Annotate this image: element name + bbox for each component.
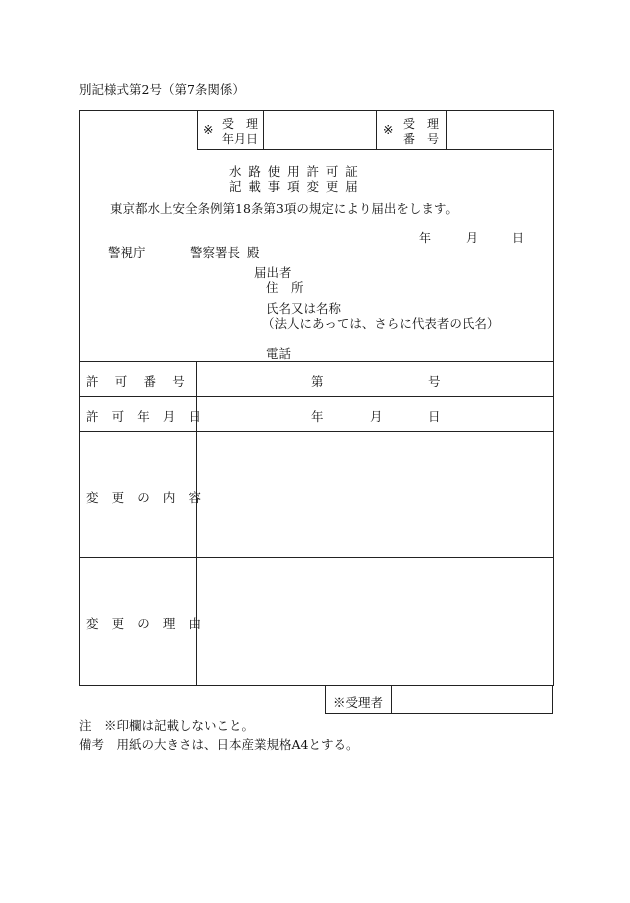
form-header: 別記様式第2号（第7条関係）	[79, 82, 245, 97]
receipt-number-mark: ※	[383, 122, 394, 137]
receipt-date-field[interactable]	[264, 111, 376, 149]
receipt-mark: ※	[203, 122, 214, 137]
receipt-date-label-line1: 受 理	[222, 117, 259, 131]
applicant-address-label: 住 所	[266, 280, 304, 295]
date-month: 月	[466, 231, 479, 245]
receipt-divider-1	[197, 110, 198, 150]
date-day: 日	[512, 231, 525, 245]
change-content-field[interactable]	[197, 432, 552, 557]
permit-date-field[interactable]	[197, 397, 552, 431]
note-text: 注 ※印欄は記載しないこと。	[79, 718, 255, 733]
receiver-field[interactable]	[392, 685, 551, 713]
receiver-label: ※受理者	[333, 695, 384, 710]
permit-number-suffix: 号	[428, 374, 441, 389]
permit-date-label: 許可年月日	[86, 409, 215, 424]
receipt-bottom-line	[197, 149, 552, 150]
title-line-1: 水路使用許可証	[229, 164, 365, 179]
intro-text: 東京都水上安全条例第18条第3項の規定により届出をします。	[110, 201, 458, 216]
receipt-number-label-line2: 番 号	[403, 132, 440, 146]
permit-number-prefix: 第	[311, 374, 324, 389]
permit-date-day: 日	[428, 409, 441, 424]
title-line-2: 記載事項変更届	[229, 179, 365, 194]
receipt-number-field[interactable]	[447, 111, 551, 149]
permit-number-label: 許可番号	[86, 374, 202, 389]
applicant-name-label: 氏名又は名称	[266, 301, 342, 316]
addressee-agency: 警視庁	[108, 245, 146, 260]
applicant-phone-label: 電話	[266, 346, 292, 361]
change-content-label: 変更の内容	[86, 490, 215, 505]
change-reason-field[interactable]	[197, 558, 552, 684]
addressee-office: 警察署長	[190, 245, 241, 260]
receipt-divider-3	[376, 110, 377, 150]
receipt-number-label-line1: 受 理	[403, 117, 440, 131]
change-reason-label: 変更の理由	[86, 616, 215, 631]
applicant-name-note: （法人にあっては、さらに代表者の氏名）	[262, 316, 500, 331]
date-year: 年	[419, 231, 432, 245]
permit-number-field[interactable]	[197, 362, 552, 396]
permit-date-month: 月	[370, 409, 383, 424]
applicant-label: 届出者	[254, 265, 292, 280]
permit-date-year: 年	[311, 409, 324, 424]
remark-text: 備考 用紙の大きさは、日本産業規格A4とする。	[79, 737, 359, 752]
receipt-date-label-line2: 年月日	[222, 132, 259, 146]
addressee-honorific: 殿	[247, 245, 260, 260]
